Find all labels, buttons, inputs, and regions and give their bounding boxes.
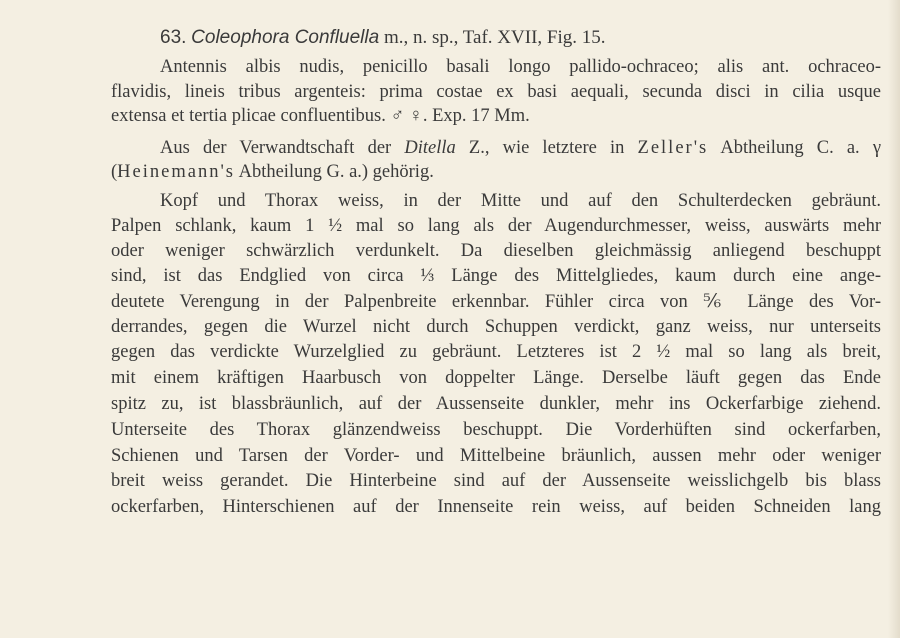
species-number: 63. xyxy=(160,27,187,48)
body-line-2: Palpen schlank, kaum 1 ½ mal so lang als der Augendurchmesser, weiss, auswärts mehr xyxy=(111,216,881,236)
page-edge-shadow xyxy=(888,0,900,638)
body-line-12: breit weiss gerandet. Die Hinterbeine sind auf der Aussenseite weisslichgelb bis blass xyxy=(111,471,881,491)
body-line-10: Unterseite des Thorax glänzendweiss beschuppt. Die Vorderhüften sind ockerfarben, xyxy=(111,420,881,440)
body-line-7: gegen das verdickte Wurzelglied zu gebräunt. Letzteres ist 2 ½ mal so lang als breit, xyxy=(111,342,881,362)
relation-text: Aus der Verwandtschaft der xyxy=(160,138,405,158)
body-line-8: mit einem kräftigen Haarbusch von doppelter Länge. Derselbe läuft gegen das Ende xyxy=(111,368,881,388)
body-line-5: deutete Verengung in der Palpenbreite erkennbar. Fühler circa von ⅚ Länge des Vor- xyxy=(111,292,881,312)
relation-species: Ditella xyxy=(404,138,456,158)
relation-author: Zeller's xyxy=(637,138,709,158)
species-heading xyxy=(160,26,880,50)
relation-author: Heinemann's xyxy=(117,162,235,182)
relation-text: Z., wie letztere in xyxy=(455,138,638,158)
latin-line-3: extensa et tertia plicae confluentibus. ♂ ♀. Exp. 17 Mm. xyxy=(111,106,530,126)
body-line-11: Schienen und Tarsen der Vorder- und Mittelbeine bräunlich, aussen mehr oder weniger xyxy=(111,446,881,466)
latin-line-1: Antennis albis nudis, penicillo basali longo pallido-ochraceo; alis ant. ochraceo- xyxy=(160,57,881,77)
body-line-3: oder weniger schwärzlich verdunkelt. Da dieselben gleichmässig anliegend beschuppt xyxy=(111,241,881,261)
relation-text: ( xyxy=(111,162,118,182)
body-line-6: derrandes, gegen die Wurzel nicht durch Schuppen verdickt, ganz weiss, nur unterseits xyxy=(111,317,881,337)
body-line-1: Kopf und Thorax weiss, in der Mitte und auf den Schulterdecken gebräunt. xyxy=(160,191,881,211)
relation-line-2 xyxy=(111,160,881,184)
species-name: Coleophora Confluella xyxy=(191,27,380,48)
species-reference: m., n. sp., Taf. XVII, Fig. 15. xyxy=(383,27,606,48)
body-line-9: spitz zu, ist blassbräunlich, auf der Aussenseite dunkler, mehr ins Ockerfarbige ziehend. xyxy=(111,394,881,414)
body-line-13: ockerfarben, Hinterschienen auf der Innenseite rein weiss, auf beiden Schneiden lang xyxy=(111,497,881,517)
relation-line-1 xyxy=(160,136,881,160)
body-line-4: sind, ist das Endglied von circa ⅓ Länge des Mittelgliedes, kaum durch eine ange- xyxy=(111,266,881,286)
relation-text: Abtheilung C. a. γ xyxy=(708,138,881,158)
relation-text: Abtheilung G. a.) gehörig. xyxy=(234,162,434,182)
latin-line-2: flavidis, lineis tribus argenteis: prima costae ex basi aequali, secunda disci in cilia usque xyxy=(111,82,881,102)
